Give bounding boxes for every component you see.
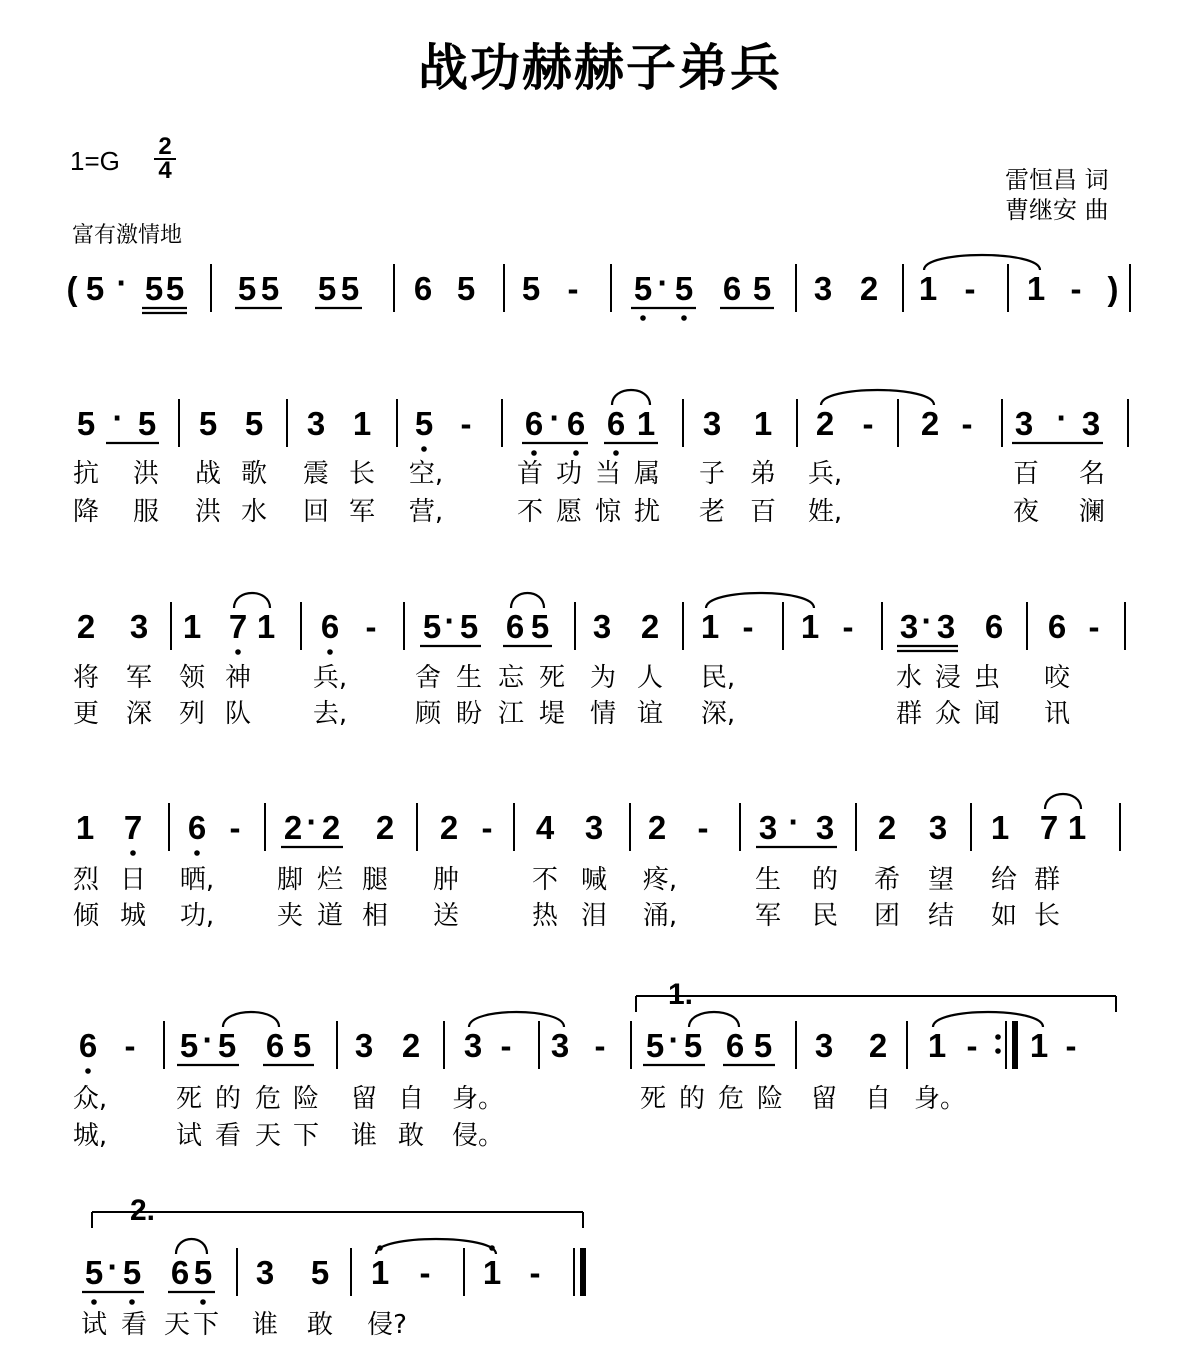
note: 3 bbox=[702, 405, 722, 442]
note: 6 bbox=[606, 405, 626, 442]
note: 5 bbox=[674, 270, 694, 307]
lyric-syllable: 夹 bbox=[276, 901, 304, 931]
lyric-syllable: 天 bbox=[254, 1121, 282, 1151]
note: 5 bbox=[165, 270, 185, 307]
augmentation-dot: · bbox=[788, 803, 800, 840]
note: 2 bbox=[283, 809, 303, 846]
note: 3 bbox=[592, 608, 612, 645]
lyric-syllable: 人 bbox=[636, 663, 664, 693]
lyric-syllable: 热 bbox=[531, 901, 559, 931]
song-title: 战功赫赫子弟兵 bbox=[418, 39, 782, 97]
lyric-syllable: 日 bbox=[119, 865, 147, 895]
note: 2 bbox=[815, 405, 835, 442]
lyric-syllable: 顾 bbox=[414, 699, 442, 729]
note: 1 bbox=[182, 608, 202, 645]
augmentation-dot: · bbox=[202, 1021, 214, 1058]
note: 7 bbox=[228, 608, 248, 645]
lyric-syllable: 兵, bbox=[312, 663, 348, 693]
lyric-syllable: 子 bbox=[698, 459, 726, 489]
tie-slur bbox=[511, 593, 544, 608]
note: 5 bbox=[217, 1027, 237, 1064]
lyric-syllable: 水 bbox=[240, 497, 268, 527]
lyric-syllable: 服 bbox=[132, 497, 160, 527]
lyric-syllable: 震 bbox=[302, 459, 330, 489]
lyric-syllable: 喊 bbox=[580, 865, 608, 895]
note: 1 bbox=[753, 405, 773, 442]
lyric-syllable: 兵, bbox=[807, 459, 843, 489]
lyric-syllable: 扰 bbox=[633, 497, 661, 527]
octave-dot-below bbox=[91, 1299, 97, 1305]
repeat-dot bbox=[995, 1048, 1001, 1054]
lyric-syllable: 属 bbox=[633, 459, 661, 489]
note: 3 bbox=[354, 1027, 374, 1064]
repeat-dot bbox=[995, 1034, 1001, 1040]
tie-slur bbox=[612, 390, 650, 405]
dash: - bbox=[1070, 270, 1082, 307]
lyric-syllable: 群 bbox=[895, 699, 923, 729]
lyric-syllable: 脚 bbox=[276, 865, 304, 895]
note: 5 bbox=[198, 405, 218, 442]
lyric-syllable: 下 bbox=[292, 1121, 320, 1151]
note: 3 bbox=[928, 809, 948, 846]
note: 7 bbox=[123, 809, 143, 846]
lyric-syllable: 敢 bbox=[306, 1310, 334, 1340]
dash: - bbox=[966, 1027, 978, 1064]
dash: - bbox=[742, 608, 754, 645]
note: 1 bbox=[370, 1254, 390, 1291]
lyric-syllable: 希 bbox=[873, 865, 901, 895]
note: 1 bbox=[75, 809, 95, 846]
note: 2 bbox=[647, 809, 667, 846]
note: 1 bbox=[918, 270, 938, 307]
note: 1 bbox=[482, 1254, 502, 1291]
note: 6 bbox=[505, 608, 525, 645]
dash: - bbox=[1065, 1027, 1077, 1064]
octave-dot-below bbox=[681, 315, 687, 321]
augmentation-dot: · bbox=[112, 399, 124, 436]
note: 5 bbox=[683, 1027, 703, 1064]
lyric-syllable: 首 bbox=[516, 459, 544, 489]
lyric-syllable: 名 bbox=[1078, 459, 1106, 489]
note: 5 bbox=[260, 270, 280, 307]
lyric-syllable: 弟 bbox=[749, 459, 777, 489]
octave-dot-below bbox=[130, 850, 136, 856]
tie-slur bbox=[234, 593, 270, 608]
lyric-syllable: 死 bbox=[175, 1084, 203, 1114]
lyric-syllable: 洪 bbox=[194, 497, 222, 527]
lyric-syllable: 功 bbox=[555, 459, 583, 489]
lyric-syllable: 队 bbox=[224, 699, 252, 729]
octave-dot-below bbox=[129, 1299, 135, 1305]
lyric-syllable: 城 bbox=[119, 901, 147, 931]
augmentation-dot: · bbox=[921, 602, 933, 639]
lyric-syllable: 肿 bbox=[432, 865, 460, 895]
lyric-syllable: 的 bbox=[214, 1084, 242, 1114]
note: 3 bbox=[936, 608, 956, 645]
dash: - bbox=[961, 405, 973, 442]
lyric-syllable: 讯 bbox=[1043, 699, 1071, 729]
tie-slur bbox=[821, 390, 934, 405]
note: 1 bbox=[927, 1027, 947, 1064]
lyric-syllable: 情 bbox=[589, 699, 617, 729]
note: 1 bbox=[1067, 809, 1087, 846]
lyric-syllable: 身。 bbox=[913, 1084, 967, 1114]
lyric-syllable: 生 bbox=[754, 865, 782, 895]
note: 2 bbox=[868, 1027, 888, 1064]
augmentation-dot: · bbox=[657, 264, 669, 301]
note: 1 bbox=[1026, 270, 1046, 307]
note: 6 bbox=[187, 809, 207, 846]
volta-label-second: 2. bbox=[130, 1194, 156, 1227]
lyric-syllable: 军 bbox=[125, 663, 153, 693]
note: 2 bbox=[401, 1027, 421, 1064]
lyric-syllable: 自 bbox=[397, 1084, 425, 1114]
octave-dot-below bbox=[194, 850, 200, 856]
lyric-syllable: 侵。 bbox=[451, 1121, 505, 1151]
note: 4 bbox=[535, 809, 555, 846]
note: 2 bbox=[76, 608, 96, 645]
octave-dot-below bbox=[327, 649, 333, 655]
lyric-syllable: 倾 bbox=[72, 901, 100, 931]
tie-slur bbox=[469, 1012, 564, 1027]
octave-dot-below bbox=[531, 450, 537, 456]
lyric-syllable: 去, bbox=[312, 699, 348, 729]
lyric-syllable: 敢 bbox=[397, 1121, 425, 1151]
lyric-syllable: 谊 bbox=[636, 699, 664, 729]
composer-credit: 曹继安 曲 bbox=[1005, 196, 1109, 224]
lyric-syllable: 长 bbox=[348, 459, 376, 489]
tempo-marking: 富有激情地 bbox=[72, 223, 183, 248]
lyric-syllable: 的 bbox=[811, 865, 839, 895]
lyric-syllable: 险 bbox=[292, 1084, 320, 1114]
dash: - bbox=[1088, 608, 1100, 645]
bracket: ) bbox=[1107, 270, 1119, 307]
lyric-syllable: 洪 bbox=[132, 459, 160, 489]
augmentation-dot: · bbox=[1056, 399, 1068, 436]
note: 2 bbox=[859, 270, 879, 307]
note: 3 bbox=[550, 1027, 570, 1064]
lyric-syllable: 身。 bbox=[451, 1084, 505, 1114]
lyric-syllable: 为 bbox=[589, 663, 617, 693]
dash: - bbox=[481, 809, 493, 846]
lyric-syllable: 当 bbox=[594, 459, 622, 489]
lyric-syllable: 死 bbox=[639, 1084, 667, 1114]
note: 2 bbox=[877, 809, 897, 846]
note: 2 bbox=[640, 608, 660, 645]
augmentation-dot: · bbox=[549, 399, 561, 436]
octave-dot-below bbox=[235, 649, 241, 655]
note: 5 bbox=[244, 405, 264, 442]
note: 2 bbox=[375, 809, 395, 846]
dash: - bbox=[697, 809, 709, 846]
note: 6 bbox=[170, 1254, 190, 1291]
lyric-syllable: 望 bbox=[927, 865, 955, 895]
lyric-syllable: 回 bbox=[302, 497, 330, 527]
lyric-syllable: 愿 bbox=[555, 497, 583, 527]
note: 3 bbox=[813, 270, 833, 307]
note: 6 bbox=[566, 405, 586, 442]
lyric-syllable: 疼, bbox=[642, 865, 678, 895]
tie-slur bbox=[376, 1239, 496, 1254]
lyric-syllable: 水 bbox=[895, 663, 923, 693]
note: 5 bbox=[144, 270, 164, 307]
note: 3 bbox=[306, 405, 326, 442]
lyric-syllable: 民 bbox=[811, 901, 839, 931]
lyric-syllable: 澜 bbox=[1078, 497, 1106, 527]
tie-slur bbox=[689, 1012, 739, 1027]
note: 5 bbox=[645, 1027, 665, 1064]
note: 5 bbox=[752, 270, 772, 307]
lyric-syllable: 忘 bbox=[497, 663, 525, 693]
note: 3 bbox=[129, 608, 149, 645]
lyric-syllable: 营, bbox=[408, 497, 444, 527]
note: 5 bbox=[76, 405, 96, 442]
note: 3 bbox=[758, 809, 778, 846]
volta-label-first: 1. bbox=[668, 978, 694, 1011]
note: 3 bbox=[814, 1027, 834, 1064]
note: 6 bbox=[265, 1027, 285, 1064]
lyric-syllable: 军 bbox=[348, 497, 376, 527]
dash: - bbox=[500, 1027, 512, 1064]
note: 6 bbox=[413, 270, 433, 307]
time-signature-denominator: 4 bbox=[158, 157, 172, 184]
lyric-syllable: 民, bbox=[700, 663, 736, 693]
lyric-syllable: 看 bbox=[214, 1121, 242, 1151]
lyric-syllable: 空, bbox=[408, 459, 444, 489]
lyric-syllable: 长 bbox=[1033, 901, 1061, 931]
lyric-syllable: 下 bbox=[192, 1310, 220, 1340]
dash: - bbox=[419, 1254, 431, 1291]
note: 5 bbox=[237, 270, 257, 307]
dash: - bbox=[124, 1027, 136, 1064]
lyric-syllable: 结 bbox=[927, 901, 955, 931]
note: 5 bbox=[422, 608, 442, 645]
tie-slur bbox=[223, 1012, 279, 1027]
lyric-syllable: 盼 bbox=[455, 699, 483, 729]
lyric-syllable: 虫 bbox=[973, 663, 1001, 693]
note: 5 bbox=[753, 1027, 773, 1064]
note: 5 bbox=[459, 608, 479, 645]
lyric-syllable: 领 bbox=[178, 663, 206, 693]
tie-slur bbox=[933, 1012, 1043, 1027]
note: 5 bbox=[179, 1027, 199, 1064]
note: 5 bbox=[137, 405, 157, 442]
dash: - bbox=[567, 270, 579, 307]
note: 6 bbox=[320, 608, 340, 645]
dash: - bbox=[964, 270, 976, 307]
note: 5 bbox=[317, 270, 337, 307]
augmentation-dot: · bbox=[107, 1248, 119, 1285]
lyric-syllable: 不 bbox=[516, 497, 544, 527]
note: 5 bbox=[310, 1254, 330, 1291]
lyric-syllable: 的 bbox=[678, 1084, 706, 1114]
note: 3 bbox=[1014, 405, 1034, 442]
note: 3 bbox=[584, 809, 604, 846]
lyric-syllable: 抗 bbox=[72, 459, 100, 489]
lyric-syllable: 姓, bbox=[807, 497, 843, 527]
note: 6 bbox=[984, 608, 1004, 645]
note: 6 bbox=[78, 1027, 98, 1064]
note: 1 bbox=[1029, 1027, 1049, 1064]
note: 6 bbox=[1047, 608, 1067, 645]
note: 1 bbox=[256, 608, 276, 645]
dash: - bbox=[529, 1254, 541, 1291]
lyric-syllable: 留 bbox=[350, 1084, 378, 1114]
lyric-syllable: 百 bbox=[1012, 459, 1040, 489]
note: 1 bbox=[636, 405, 656, 442]
augmentation-dot: · bbox=[306, 803, 318, 840]
lyric-syllable: 不 bbox=[531, 865, 559, 895]
note: 3 bbox=[255, 1254, 275, 1291]
note: 5 bbox=[521, 270, 541, 307]
lyric-syllable: 天 bbox=[163, 1310, 191, 1340]
augmentation-dot: · bbox=[444, 602, 456, 639]
tie-slur bbox=[924, 255, 1040, 270]
lyric-syllable: 列 bbox=[178, 699, 206, 729]
lyric-syllable: 神 bbox=[224, 663, 252, 693]
dash: - bbox=[842, 608, 854, 645]
dash: - bbox=[365, 608, 377, 645]
lyric-syllable: 将 bbox=[72, 663, 100, 693]
time-signature-numerator: 2 bbox=[154, 136, 176, 160]
note: 1 bbox=[352, 405, 372, 442]
lyric-syllable: 涌, bbox=[642, 901, 678, 931]
tie-slur bbox=[176, 1239, 207, 1254]
lyric-syllable: 众 bbox=[934, 699, 962, 729]
octave-dot-below bbox=[421, 446, 427, 452]
lyric-syllable: 闻 bbox=[973, 699, 1001, 729]
lyric-syllable: 舍 bbox=[414, 663, 442, 693]
lyric-syllable: 更 bbox=[72, 699, 100, 729]
lyric-syllable: 腿 bbox=[361, 865, 389, 895]
lyric-syllable: 城, bbox=[72, 1121, 108, 1151]
note: 5 bbox=[84, 1254, 104, 1291]
note: 3 bbox=[1081, 405, 1101, 442]
note: 5 bbox=[633, 270, 653, 307]
lyric-syllable: 泪 bbox=[580, 901, 608, 931]
octave-dot-below bbox=[85, 1068, 91, 1074]
octave-dot-below bbox=[573, 450, 579, 456]
lyric-syllable: 自 bbox=[864, 1084, 892, 1114]
lyric-syllable: 给 bbox=[990, 865, 1018, 895]
lyric-syllable: 深, bbox=[700, 699, 736, 729]
octave-dot-below bbox=[640, 315, 646, 321]
lyric-syllable: 功, bbox=[179, 901, 215, 931]
note: 5 bbox=[122, 1254, 142, 1291]
lyric-syllable: 老 bbox=[698, 497, 726, 527]
note: 1 bbox=[800, 608, 820, 645]
note: 1 bbox=[700, 608, 720, 645]
note: 5 bbox=[456, 270, 476, 307]
note: 5 bbox=[85, 270, 105, 307]
lyric-syllable: 夜 bbox=[1012, 497, 1040, 527]
note: 5 bbox=[530, 608, 550, 645]
lyric-syllable: 军 bbox=[754, 901, 782, 931]
augmentation-dot: · bbox=[116, 264, 128, 301]
lyric-syllable: 堤 bbox=[538, 699, 566, 729]
lyric-syllable: 留 bbox=[810, 1084, 838, 1114]
note: 3 bbox=[815, 809, 835, 846]
lyric-syllable: 降 bbox=[72, 497, 100, 527]
note: 5 bbox=[414, 405, 434, 442]
lyric-syllable: 死 bbox=[538, 663, 566, 693]
augmentation-dot: · bbox=[668, 1021, 680, 1058]
note: 6 bbox=[722, 270, 742, 307]
tie-slur bbox=[1045, 794, 1081, 809]
lyric-syllable: 百 bbox=[749, 497, 777, 527]
lyric-syllable: 深 bbox=[125, 699, 153, 729]
lyric-syllable: 道 bbox=[316, 901, 344, 931]
note: 3 bbox=[463, 1027, 483, 1064]
lyric-syllable: 试 bbox=[175, 1121, 203, 1151]
bracket: ( bbox=[66, 270, 78, 307]
note: 3 bbox=[899, 608, 919, 645]
lyric-syllable: 危 bbox=[717, 1084, 745, 1114]
lyric-syllable: 众, bbox=[72, 1084, 108, 1114]
lyric-syllable: 烂 bbox=[316, 865, 344, 895]
octave-dot-below bbox=[200, 1299, 206, 1305]
lyric-syllable: 谁 bbox=[350, 1121, 378, 1151]
note: 5 bbox=[340, 270, 360, 307]
lyric-syllable: 晒, bbox=[179, 865, 215, 895]
dash: - bbox=[229, 809, 241, 846]
note: 6 bbox=[725, 1027, 745, 1064]
tie-slur bbox=[706, 593, 814, 608]
lyric-syllable: 歌 bbox=[240, 459, 268, 489]
note: 2 bbox=[920, 405, 940, 442]
note: 1 bbox=[990, 809, 1010, 846]
lyric-syllable: 看 bbox=[120, 1310, 148, 1340]
lyric-syllable: 浸 bbox=[934, 663, 962, 693]
note: 2 bbox=[321, 809, 341, 846]
note: 7 bbox=[1039, 809, 1059, 846]
note: 2 bbox=[439, 809, 459, 846]
note: 5 bbox=[193, 1254, 213, 1291]
lyric-syllable: 险 bbox=[756, 1084, 784, 1114]
lyric-syllable: 侵? bbox=[367, 1310, 407, 1340]
lyric-syllable: 团 bbox=[873, 901, 901, 931]
key-signature: 1=G bbox=[70, 146, 120, 176]
note: 5 bbox=[292, 1027, 312, 1064]
dash: - bbox=[460, 405, 472, 442]
lyric-syllable: 战 bbox=[194, 459, 222, 489]
lyric-syllable: 谁 bbox=[251, 1310, 279, 1340]
lyric-syllable: 群 bbox=[1033, 865, 1061, 895]
lyric-syllable: 试 bbox=[80, 1310, 108, 1340]
lyric-syllable: 危 bbox=[254, 1084, 282, 1114]
lyricist-credit: 雷恒昌 词 bbox=[1005, 166, 1109, 194]
lyric-syllable: 相 bbox=[361, 901, 389, 931]
note: 6 bbox=[524, 405, 544, 442]
lyric-syllable: 生 bbox=[455, 663, 483, 693]
dash: - bbox=[862, 405, 874, 442]
lyric-syllable: 江 bbox=[497, 699, 525, 729]
lyric-syllable: 如 bbox=[990, 901, 1018, 931]
lyric-syllable: 惊 bbox=[594, 497, 622, 527]
octave-dot-below bbox=[613, 450, 619, 456]
lyric-syllable: 烈 bbox=[72, 865, 100, 895]
lyric-syllable: 送 bbox=[432, 901, 460, 931]
lyric-syllable: 咬 bbox=[1043, 663, 1071, 693]
dash: - bbox=[594, 1027, 606, 1064]
